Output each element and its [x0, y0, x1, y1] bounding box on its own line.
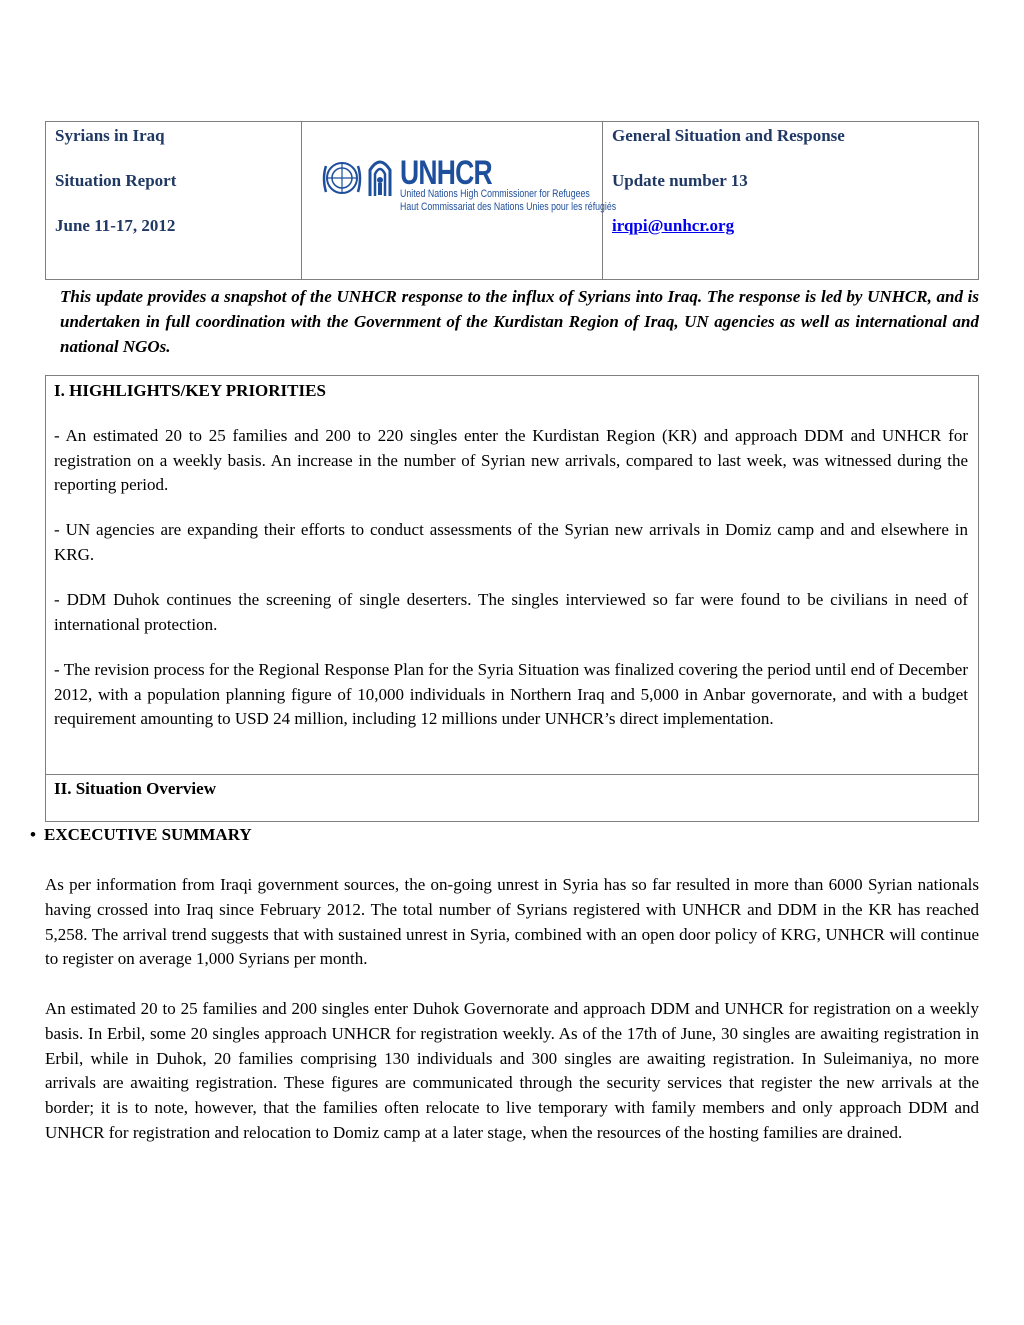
highlight-item: - DDM Duhok continues the screening of single deserters. The singles interviewed so far were found to be civilians in need of international protection.	[54, 590, 968, 634]
report-period: June 11-17, 2012	[55, 216, 176, 235]
overview-title: II. Situation Overview	[54, 779, 216, 798]
highlight-item: - UN agencies are expanding their efforts to conduct assessments of the Syrian new arrivals in Domiz camp and and elsewhere in KRG.	[54, 520, 968, 564]
executive-summary-heading	[30, 823, 252, 847]
highlight-item: - An estimated 20 to 25 families and 200 to 220 singles enter the Kurdistan Region (KR) and approach DDM and UNHCR for registration on a weekly basis. An increase in the number of Syrian new arrivals, compared to last week, was witnessed during the reporting period.	[54, 426, 968, 494]
report-subject: General Situation and Response	[612, 126, 845, 145]
unhcr-emblem-icon	[322, 152, 400, 208]
contact-email-link[interactable]: irqpi@unhcr.org	[612, 216, 735, 235]
section-divider	[46, 774, 978, 775]
header-logo-cell	[302, 122, 617, 279]
update-number: Update number 13	[612, 171, 748, 190]
highlights-box	[45, 375, 979, 822]
highlight-item: - The revision process for the Regional Response Plan for the Syria Situation was finalized covering the period until end of December 2012, with a population planning figure of 10,000 individuals in Northern Iraq and 5,000 in Anbar governorate, and with a budget requirement amounting to USD 24 million, including 12 millions under UNHCR’s direct implementation.	[54, 660, 968, 728]
header-left-cell	[46, 122, 302, 279]
summary-paragraph: As per information from Iraqi government sources, the on-going unrest in Syria has so far resulted in more than 6000 Syrian nationals having crossed into Iraq since February 2012. The total number of Syrians registered with UNHCR and DDM in the KR has reached 5,258. The arrival trend suggests that with sustained unrest in Syria, combined with an open door policy of KRG, UNHCR will continue to register on average 1,000 Syrians per month.	[45, 875, 979, 969]
executive-summary-title: EXCECUTIVE SUMMARY	[44, 825, 252, 844]
intro-paragraph: This update provides a snapshot of the UNHCR response to the influx of Syrians into Iraq. The response is led by UNHCR, and is undertaken in full coordination with the Government of the Kurdistan Region of Iraq, UN agencies as well as international and national NGOs.	[60, 287, 979, 356]
unhcr-name: UNHCR	[400, 154, 492, 192]
header-table	[45, 121, 979, 280]
summary-paragraph: An estimated 20 to 25 families and 200 singles enter Duhok Governorate and approach DDM and UNHCR for registration on a weekly basis. In Erbil, some 20 singles approach UNHCR for registration weekly. As of the 17th of June, 30 singles are awaiting registration in Erbil, while in Duhok, 20 families comprising 130 individuals and 300 singles are awaiting registration. In Suleimaniya, no more arrivals are awaiting registration. These figures are communicated through the security services that register the new arrivals at the border; it is to note, however, that the families often relocate to live temporary with family members and only approach DDM and UNHCR for registration and relocation to Domiz camp at a later stage, when the resources of the hosting families are drained.	[45, 999, 979, 1142]
highlights-title: I. HIGHLIGHTS/KEY PRIORITIES	[54, 381, 326, 400]
report-country: Syrians in Iraq	[55, 126, 165, 145]
unhcr-subtitle-en: United Nations High Commissioner for Refugees	[400, 188, 590, 200]
bullet-icon: •	[30, 825, 36, 844]
report-type: Situation Report	[55, 171, 177, 190]
unhcr-logo	[322, 150, 617, 220]
unhcr-subtitle-fr: Haut Commissariat des Nations Unies pour les réfugiés	[400, 201, 617, 213]
header-right-cell	[603, 122, 978, 279]
